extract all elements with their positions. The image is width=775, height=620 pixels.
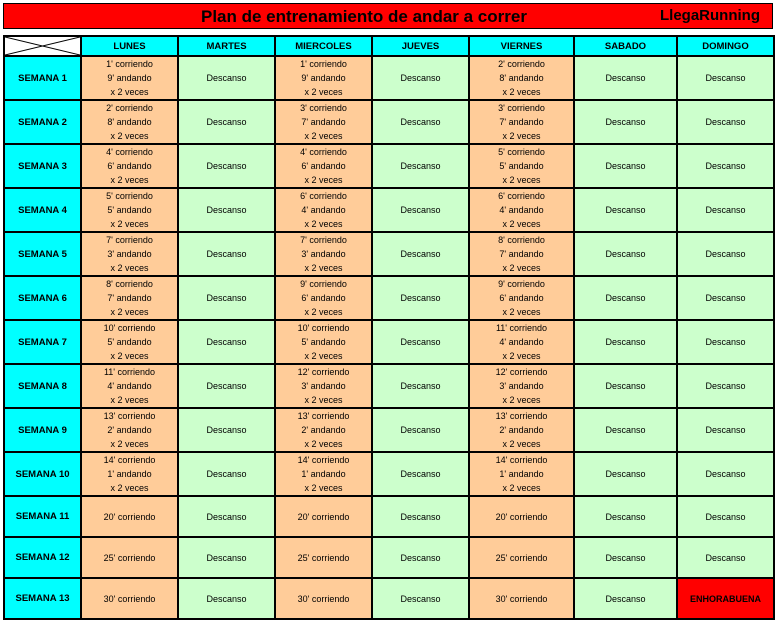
cell-line: Descanso: [605, 205, 646, 215]
cell-line: Descanso: [605, 425, 646, 435]
cell-line: Descanso: [206, 469, 247, 479]
cell-line: Descanso: [605, 381, 646, 391]
cell-line: 7' corriendo: [300, 235, 347, 245]
cell-line: Descanso: [400, 425, 441, 435]
rest-cell: [372, 578, 469, 619]
rest-cell: [574, 276, 677, 320]
cell-line: x 2 veces: [110, 175, 149, 185]
rest-cell: [372, 188, 469, 232]
rest-cell: [372, 408, 469, 452]
plan-body: [4, 56, 774, 619]
cell-line: Descanso: [206, 161, 247, 171]
workout-cell: [469, 408, 574, 452]
cell-line: 5' andando: [499, 161, 544, 171]
cell-line: x 2 veces: [502, 219, 541, 229]
cell-line: x 2 veces: [110, 395, 149, 405]
cell-line: 5' corriendo: [106, 191, 153, 201]
cell-line: 8' andando: [499, 73, 544, 83]
cell-line: Descanso: [400, 161, 441, 171]
cell-line: x 2 veces: [304, 87, 343, 97]
cell-line: 14' corriendo: [297, 455, 350, 465]
column-header-lunes: LUNES: [81, 36, 178, 56]
cell-line: 2' andando: [107, 425, 152, 435]
rest-cell: [178, 56, 275, 100]
cell-line: Descanso: [400, 73, 441, 83]
cell-line: 3' andando: [301, 249, 346, 259]
workout-cell: [275, 232, 372, 276]
column-header-martes: MARTES: [178, 36, 275, 56]
cell-line: 7' andando: [107, 293, 152, 303]
cell-line: x 2 veces: [110, 87, 149, 97]
workout-cell: [81, 320, 178, 364]
rest-cell: [574, 188, 677, 232]
cell-line: 25' corriendo: [297, 552, 350, 563]
cell-line: Descanso: [206, 249, 247, 259]
week-label: SEMANA 7: [4, 320, 81, 364]
cell-line: Descanso: [705, 552, 746, 563]
cell-line: 20' corriendo: [297, 511, 350, 522]
column-header-sabado: SABADO: [574, 36, 677, 56]
cell-line: Descanso: [705, 161, 746, 171]
cell-line: ENHORABUENA: [689, 593, 761, 604]
rest-cell: [178, 537, 275, 578]
cell-line: x 2 veces: [110, 131, 149, 141]
cell-line: x 2 veces: [304, 483, 343, 493]
rest-cell: [677, 144, 774, 188]
corner-cell: [4, 36, 81, 56]
cell-line: Descanso: [400, 552, 441, 563]
cell-line: 13' corriendo: [495, 411, 548, 421]
workout-cell: [469, 144, 574, 188]
rest-cell: [372, 100, 469, 144]
cell-line: 9' corriendo: [300, 279, 347, 289]
cell-line: x 2 veces: [304, 307, 343, 317]
cell-line: Descanso: [206, 73, 247, 83]
cell-line: 1' andando: [107, 469, 152, 479]
rest-cell: [677, 100, 774, 144]
cell-line: 9' andando: [301, 73, 346, 83]
workout-cell: [469, 452, 574, 496]
cell-line: Descanso: [605, 552, 646, 563]
workout-cell: [81, 364, 178, 408]
cell-line: 20' corriendo: [103, 511, 156, 522]
cell-line: Descanso: [705, 511, 746, 522]
table-row: [4, 408, 774, 452]
workout-cell: [81, 144, 178, 188]
week-label: SEMANA 1: [4, 56, 81, 100]
rest-cell: [574, 364, 677, 408]
cell-line: Descanso: [705, 337, 746, 347]
cell-line: 14' corriendo: [103, 455, 156, 465]
week-label: SEMANA 2: [4, 100, 81, 144]
cell-line: 30' corriendo: [495, 593, 548, 604]
cell-line: 5' corriendo: [498, 147, 545, 157]
rest-cell: [677, 408, 774, 452]
cell-line: 12' corriendo: [297, 367, 350, 377]
cell-line: 5' andando: [107, 205, 152, 215]
rest-cell: [178, 188, 275, 232]
cell-line: 4' andando: [499, 337, 544, 347]
rest-cell: [574, 496, 677, 537]
cell-line: Descanso: [705, 469, 746, 479]
cell-line: 9' corriendo: [498, 279, 545, 289]
cell-line: 30' corriendo: [103, 593, 156, 604]
page-title: Plan de entrenamiento de andar a correr: [201, 7, 527, 26]
cell-line: 14' corriendo: [495, 455, 548, 465]
workout-cell: [81, 408, 178, 452]
workout-cell: [469, 364, 574, 408]
workout-cell: [275, 496, 372, 537]
cell-line: x 2 veces: [304, 395, 343, 405]
cell-line: 25' corriendo: [103, 552, 156, 563]
cell-line: 4' andando: [107, 381, 152, 391]
rest-cell: [574, 452, 677, 496]
rest-cell: [178, 578, 275, 619]
workout-cell: [81, 578, 178, 619]
cell-line: Descanso: [206, 593, 247, 604]
workout-cell: [469, 276, 574, 320]
cell-line: Descanso: [206, 381, 247, 391]
rest-cell: [574, 100, 677, 144]
cell-line: Descanso: [705, 425, 746, 435]
workout-cell: [275, 537, 372, 578]
workout-cell: [275, 364, 372, 408]
diagonal-cross-icon: [5, 37, 80, 55]
workout-cell: [469, 578, 574, 619]
cell-line: Descanso: [400, 293, 441, 303]
workout-cell: [275, 100, 372, 144]
cell-line: x 2 veces: [502, 131, 541, 141]
cell-line: Descanso: [705, 381, 746, 391]
header-row: [4, 36, 774, 56]
rest-cell: [677, 320, 774, 364]
rest-cell: [178, 276, 275, 320]
rest-cell: [372, 364, 469, 408]
cell-line: Descanso: [400, 381, 441, 391]
cell-line: 20' corriendo: [495, 511, 548, 522]
workout-cell: [275, 144, 372, 188]
workout-cell: [469, 496, 574, 537]
cell-line: 5' andando: [301, 337, 346, 347]
rest-cell: [677, 452, 774, 496]
cell-line: 12' corriendo: [495, 367, 548, 377]
column-header-viernes: VIERNES: [469, 36, 574, 56]
cell-line: 2' corriendo: [106, 103, 153, 113]
workout-cell: [275, 408, 372, 452]
training-plan-table: [3, 35, 775, 620]
workout-cell: [275, 578, 372, 619]
week-label: SEMANA 10: [4, 452, 81, 496]
workout-cell: [275, 320, 372, 364]
week-label: SEMANA 8: [4, 364, 81, 408]
cell-line: x 2 veces: [502, 439, 541, 449]
cell-line: x 2 veces: [110, 307, 149, 317]
cell-line: 1' corriendo: [300, 59, 347, 69]
cell-line: x 2 veces: [502, 307, 541, 317]
cell-line: 5' andando: [107, 337, 152, 347]
workout-cell: [275, 56, 372, 100]
week-label: SEMANA 4: [4, 188, 81, 232]
rest-cell: [574, 320, 677, 364]
week-label: SEMANA 12: [4, 537, 81, 578]
workout-cell: [81, 232, 178, 276]
cell-line: 7' andando: [499, 117, 544, 127]
title-bar: [3, 3, 773, 29]
cell-line: 1' corriendo: [106, 59, 153, 69]
cell-line: 10' corriendo: [297, 323, 350, 333]
workout-cell: [81, 100, 178, 144]
rest-cell: [677, 276, 774, 320]
rest-cell: [178, 144, 275, 188]
week-label: SEMANA 5: [4, 232, 81, 276]
cell-line: x 2 veces: [502, 483, 541, 493]
cell-line: 2' andando: [499, 425, 544, 435]
cell-line: Descanso: [206, 552, 247, 563]
rest-cell: [677, 496, 774, 537]
table-row: [4, 144, 774, 188]
rest-cell: [677, 364, 774, 408]
cell-line: Descanso: [206, 511, 247, 522]
cell-line: Descanso: [206, 337, 247, 347]
brand-label: LlegaRunning: [660, 7, 760, 24]
cell-line: 6' corriendo: [300, 191, 347, 201]
table-row: [4, 578, 774, 619]
cell-line: 3' andando: [499, 381, 544, 391]
cell-line: 4' andando: [499, 205, 544, 215]
cell-line: 1' andando: [301, 469, 346, 479]
cell-line: Descanso: [400, 205, 441, 215]
cell-line: Descanso: [400, 469, 441, 479]
cell-line: 4' corriendo: [300, 147, 347, 157]
column-header-miercoles: MIERCOLES: [275, 36, 372, 56]
cell-line: Descanso: [605, 511, 646, 522]
cell-line: Descanso: [605, 117, 646, 127]
cell-line: x 2 veces: [502, 87, 541, 97]
workout-cell: [81, 276, 178, 320]
cell-line: x 2 veces: [304, 351, 343, 361]
cell-line: 30' corriendo: [297, 593, 350, 604]
rest-cell: [574, 537, 677, 578]
cell-line: Descanso: [400, 511, 441, 522]
cell-line: 6' corriendo: [498, 191, 545, 201]
rest-cell: [574, 56, 677, 100]
cell-line: 10' corriendo: [103, 323, 156, 333]
cell-line: 3' andando: [107, 249, 152, 259]
cell-line: Descanso: [400, 117, 441, 127]
rest-cell: [372, 496, 469, 537]
cell-line: Descanso: [705, 73, 746, 83]
cell-line: x 2 veces: [304, 175, 343, 185]
cell-line: 4' corriendo: [106, 147, 153, 157]
cell-line: x 2 veces: [304, 131, 343, 141]
workout-cell: [469, 537, 574, 578]
cell-line: Descanso: [705, 293, 746, 303]
cell-line: 1' andando: [499, 469, 544, 479]
workout-cell: [469, 100, 574, 144]
cell-line: x 2 veces: [110, 483, 149, 493]
cell-line: Descanso: [605, 249, 646, 259]
cell-line: x 2 veces: [502, 395, 541, 405]
rest-cell: [574, 232, 677, 276]
cell-line: x 2 veces: [502, 351, 541, 361]
week-label: SEMANA 13: [4, 578, 81, 619]
rest-cell: [574, 408, 677, 452]
column-header-jueves: JUEVES: [372, 36, 469, 56]
workout-cell: [81, 56, 178, 100]
workout-cell: [469, 320, 574, 364]
week-label: SEMANA 11: [4, 496, 81, 537]
table-row: [4, 276, 774, 320]
week-label: SEMANA 9: [4, 408, 81, 452]
workout-cell: [81, 188, 178, 232]
workout-cell: [469, 188, 574, 232]
cell-line: 11' corriendo: [495, 323, 548, 333]
cell-line: x 2 veces: [110, 439, 149, 449]
week-label: SEMANA 3: [4, 144, 81, 188]
rest-cell: [677, 188, 774, 232]
rest-cell: [677, 232, 774, 276]
cell-line: 6' andando: [499, 293, 544, 303]
cell-line: 13' corriendo: [297, 411, 350, 421]
final-cell: [677, 578, 774, 619]
cell-line: 2' corriendo: [498, 59, 545, 69]
cell-line: Descanso: [206, 205, 247, 215]
cell-line: 4' andando: [301, 205, 346, 215]
cell-line: Descanso: [605, 73, 646, 83]
workout-cell: [81, 452, 178, 496]
rest-cell: [178, 320, 275, 364]
cell-line: 8' corriendo: [106, 279, 153, 289]
column-header-domingo: DOMINGO: [677, 36, 774, 56]
rest-cell: [372, 144, 469, 188]
rest-cell: [178, 364, 275, 408]
cell-line: Descanso: [605, 293, 646, 303]
rest-cell: [372, 232, 469, 276]
workout-cell: [469, 56, 574, 100]
cell-line: 8' corriendo: [498, 235, 545, 245]
cell-line: x 2 veces: [304, 263, 343, 273]
rest-cell: [372, 537, 469, 578]
cell-line: x 2 veces: [304, 439, 343, 449]
cell-line: 7' andando: [499, 249, 544, 259]
workout-cell: [81, 537, 178, 578]
cell-line: 2' andando: [301, 425, 346, 435]
table-row: [4, 537, 774, 578]
cell-line: Descanso: [705, 205, 746, 215]
cell-line: x 2 veces: [110, 351, 149, 361]
cell-line: Descanso: [705, 117, 746, 127]
cell-line: 25' corriendo: [495, 552, 548, 563]
cell-line: x 2 veces: [502, 263, 541, 273]
cell-line: 3' andando: [301, 381, 346, 391]
workout-cell: [275, 452, 372, 496]
rest-cell: [677, 537, 774, 578]
workout-cell: [275, 276, 372, 320]
rest-cell: [372, 452, 469, 496]
rest-cell: [677, 56, 774, 100]
workout-cell: [81, 496, 178, 537]
cell-line: 6' andando: [301, 293, 346, 303]
cell-line: 6' andando: [107, 161, 152, 171]
table-row: [4, 452, 774, 496]
cell-line: 11' corriendo: [103, 367, 156, 377]
cell-line: Descanso: [400, 249, 441, 259]
cell-line: 6' andando: [301, 161, 346, 171]
cell-line: Descanso: [605, 337, 646, 347]
table-row: [4, 100, 774, 144]
cell-line: Descanso: [206, 117, 247, 127]
rest-cell: [372, 276, 469, 320]
rest-cell: [178, 496, 275, 537]
cell-line: 8' andando: [107, 117, 152, 127]
rest-cell: [574, 578, 677, 619]
cell-line: 7' andando: [301, 117, 346, 127]
rest-cell: [178, 100, 275, 144]
rest-cell: [178, 232, 275, 276]
table-row: [4, 320, 774, 364]
cell-line: Descanso: [206, 293, 247, 303]
rest-cell: [178, 408, 275, 452]
cell-line: Descanso: [400, 337, 441, 347]
cell-line: Descanso: [206, 425, 247, 435]
rest-cell: [372, 56, 469, 100]
cell-line: 7' corriendo: [106, 235, 153, 245]
cell-line: x 2 veces: [304, 219, 343, 229]
cell-line: 13' corriendo: [103, 411, 156, 421]
cell-line: x 2 veces: [110, 263, 149, 273]
rest-cell: [178, 452, 275, 496]
week-label: SEMANA 6: [4, 276, 81, 320]
cell-line: Descanso: [705, 249, 746, 259]
cell-line: x 2 veces: [110, 219, 149, 229]
table-row: [4, 188, 774, 232]
table-row: [4, 232, 774, 276]
cell-line: Descanso: [605, 593, 646, 604]
cell-line: 9' andando: [107, 73, 152, 83]
table-row: [4, 496, 774, 537]
rest-cell: [372, 320, 469, 364]
cell-line: Descanso: [605, 161, 646, 171]
cell-line: Descanso: [605, 469, 646, 479]
cell-line: 3' corriendo: [300, 103, 347, 113]
cell-line: x 2 veces: [502, 175, 541, 185]
rest-cell: [574, 144, 677, 188]
table-row: [4, 364, 774, 408]
cell-line: Descanso: [400, 593, 441, 604]
workout-cell: [469, 232, 574, 276]
table-row: [4, 56, 774, 100]
workout-cell: [275, 188, 372, 232]
cell-line: 3' corriendo: [498, 103, 545, 113]
